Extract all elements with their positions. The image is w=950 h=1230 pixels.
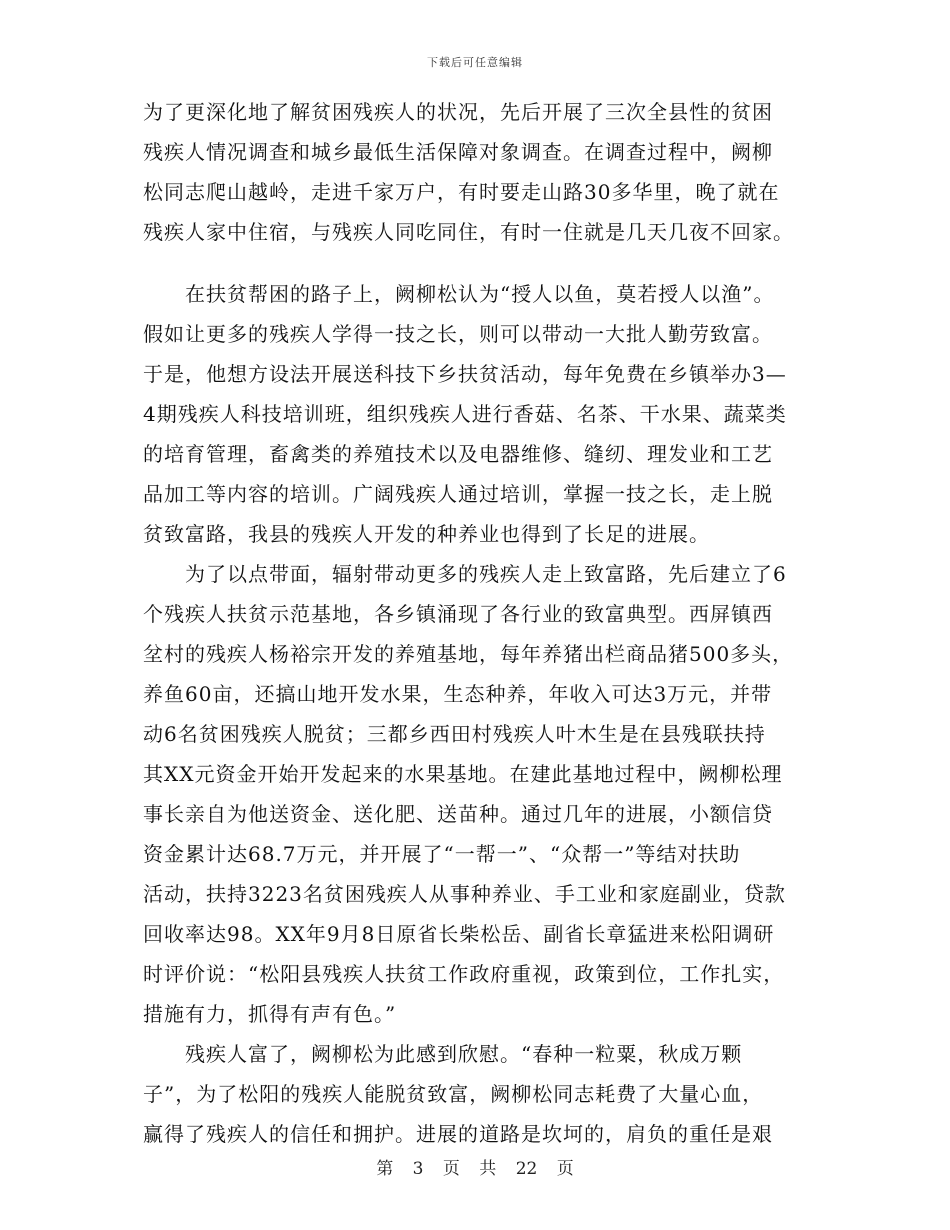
text-line: 残疾人富了，阙柳松为此感到欣慰。“春种一粒粟，秋成万颗 <box>143 1042 743 1066</box>
document-body <box>143 92 815 1154</box>
text-line: 松同志爬山越岭，走进千家万户，有时要走山路30多华里，晚了就在 <box>143 180 780 204</box>
text-line: 为了更深化地了解贫困残疾人的状况，先后开展了三次全县性的贫困 <box>143 100 773 124</box>
text-line: 时评价说：“松阳县残疾人扶贫工作政府重视，政策到位，工作扎实， <box>143 962 785 986</box>
text-line: 回收率达98。XX年9月8日原省长柴松岳、副省长章猛进来松阳调研 <box>143 922 775 946</box>
page-number: 3 <box>412 1159 424 1179</box>
total-pages: 22 <box>515 1159 538 1179</box>
page-header: 下载后可任意编辑 <box>427 56 523 69</box>
paragraph <box>143 554 815 1034</box>
text-line: 坌村的残疾人杨裕宗开发的养殖基地，每年养猪出栏商品猪500多头， <box>143 642 794 666</box>
text-line: 在扶贫帮困的路子上，阙柳松认为“授人以鱼，莫若授人以渔”。 <box>143 282 775 306</box>
text-line: 事长亲自为他送资金、送化肥、送苗种。通过几年的进展，小额信贷 <box>143 802 773 826</box>
footer-middle2: 共 <box>479 1159 497 1179</box>
paragraph <box>143 92 815 252</box>
text-line: 的培育管理，畜禽类的养殖技术以及电器维修、缝纫、理发业和工艺 <box>143 442 773 466</box>
paragraph <box>143 274 815 554</box>
text-line: 贫致富路，我县的残疾人开发的种养业也得到了长足的进展。 <box>143 522 710 546</box>
text-line: 子”，为了松阳的残疾人能脱贫致富，阙柳松同志耗费了大量心血， <box>143 1082 764 1106</box>
footer-middle1: 页 <box>442 1159 460 1179</box>
text-line: 其XX元资金开始开发起来的水果基地。在建此基地过程中，阙柳松理 <box>143 762 783 786</box>
text-line: 资金累计达68.7万元，并开展了“一帮一”、“众帮一”等结对扶助 <box>143 842 741 866</box>
text-line: 残疾人情况调查和城乡最低生活保障对象调查。在调查过程中，阙柳 <box>143 140 773 164</box>
footer-prefix: 第 <box>376 1159 394 1179</box>
footer-suffix: 页 <box>556 1159 574 1179</box>
text-line: 措施有力，抓得有声有色。” <box>143 1002 397 1026</box>
paragraph-gap <box>143 252 815 274</box>
text-line: 养鱼60亩，还搞山地开发水果，生态种养，年收入可达3万元，并带 <box>143 682 773 706</box>
page-footer <box>0 1154 950 1179</box>
text-line: 赢得了残疾人的信任和拥护。进展的道路是坎坷的，肩负的重任是艰 <box>143 1122 773 1146</box>
paragraph <box>143 1034 815 1154</box>
text-line: 假如让更多的残疾人学得一技之长，则可以带动一大批人勤劳致富。 <box>143 322 773 346</box>
text-line: 残疾人家中住宿，与残疾人同吃同住，有时一住就是几天几夜不回家。 <box>143 220 794 244</box>
text-line: 品加工等内容的培训。广阔残疾人通过培训，掌握一技之长，走上脱 <box>143 482 773 506</box>
text-line: 个残疾人扶贫示范基地，各乡镇涌现了各行业的致富典型。西屏镇西 <box>143 602 773 626</box>
text-line: 为了以点带面，辐射带动更多的残疾人走上致富路，先后建立了6 <box>143 562 787 586</box>
text-line: 于是，他想方设法开展送科技下乡扶贫活动，每年免费在乡镇举办3— <box>143 362 787 386</box>
text-line: 动6名贫困残疾人脱贫；三都乡西田村残疾人叶木生是在县残联扶持 <box>143 722 766 746</box>
text-line: 活动，扶持3223名贫困残疾人从事种养业、手工业和家庭副业，贷款 <box>143 882 786 906</box>
text-line: 4期残疾人科技培训班，组织残疾人进行香菇、名茶、干水果、蔬菜类 <box>143 402 787 426</box>
